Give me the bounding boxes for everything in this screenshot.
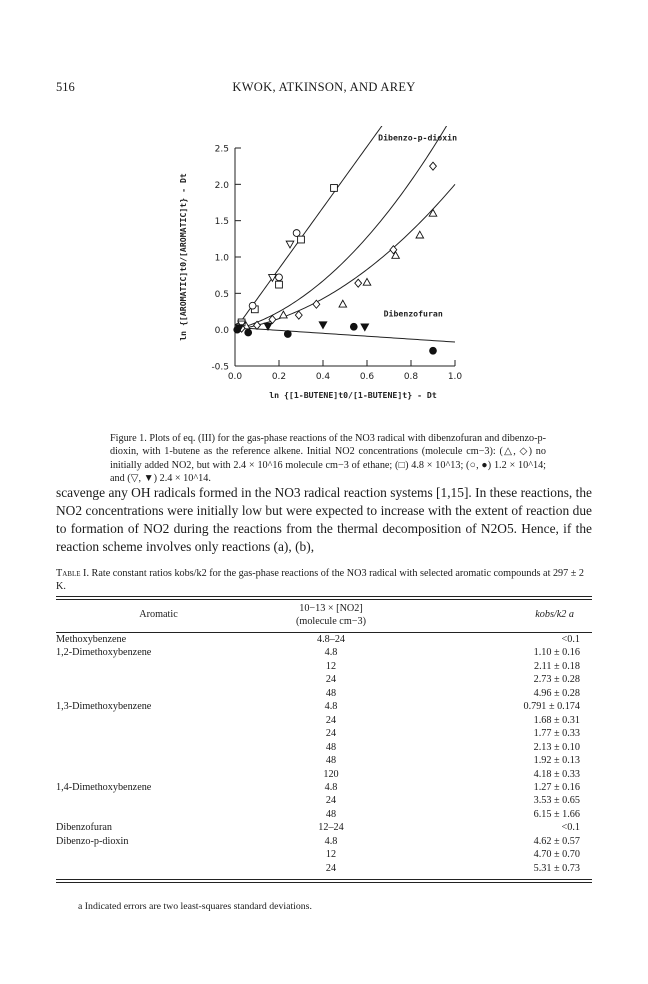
- table-label: Table I.: [56, 568, 89, 579]
- fit-curve: [235, 118, 458, 330]
- y-tick-label: 1.0: [214, 253, 229, 264]
- table-row: [56, 700, 592, 713]
- cell-no2: 12: [325, 660, 337, 672]
- cell-no2: 24: [325, 862, 337, 874]
- cell-kobs: 1.27 ± 0.16: [533, 781, 580, 793]
- data-point-square: [276, 281, 283, 288]
- cell-kobs: 1.10 ± 0.16: [533, 647, 580, 659]
- table-row: [56, 794, 592, 807]
- header-no2: [261, 600, 401, 632]
- figure-caption: Figure 1. Plots of eq. (III) for the gas-phase reactions of the NO3 radical with dibenzofuran and dibenzo-p-dioxin, with 1-butene as the reference alkene. Initial NO2 concentrations (molecule cm−3): (△, ◇) no initially added NO2, but with 2.4 × 10^16 molecule cm−3 of ethane; (□) 4.8 × 10^13; (○, ●) 1.2 × 10^14; and (▽, ▼) 2.4 × 10^14.: [110, 433, 546, 485]
- table-row: [56, 835, 592, 848]
- y-tick-label: -0.5: [211, 362, 229, 373]
- data-point-circle: [293, 230, 300, 237]
- data-point-diamond: [254, 321, 261, 329]
- cell-kobs: 4.62 ± 0.57: [533, 835, 580, 847]
- cell-no2: 24: [325, 714, 337, 726]
- data-point-square: [331, 185, 338, 192]
- cell-no2: 48: [325, 808, 337, 820]
- rate-constant-table: [56, 596, 592, 883]
- cell-aromatic: 1,4-Dimethoxybenzene: [56, 781, 152, 793]
- cell-no2: 120: [323, 768, 339, 780]
- data-point-circle: [245, 329, 252, 336]
- data-point-triangle-up: [339, 300, 347, 307]
- data-point-circle: [430, 347, 437, 354]
- table-caption-text: Rate constant ratios kobs/k2 for the gas-phase reactions of the NO3 radical with selected aromatic compounds at 297 ± 2 K.: [56, 568, 585, 593]
- cell-kobs: <0.1: [561, 822, 580, 834]
- x-tick-label: 1.0: [447, 372, 463, 382]
- cell-aromatic: [56, 673, 261, 686]
- x-tick-label: 0.4: [315, 372, 331, 382]
- cell-aromatic: [56, 741, 261, 754]
- cell-aromatic: Dibenzo-p-dioxin: [56, 835, 129, 847]
- y-tick-label: 0.5: [214, 289, 229, 300]
- table-row: [56, 687, 592, 700]
- fit-curve: [235, 118, 458, 330]
- cell-aromatic: Dibenzofuran: [56, 822, 113, 834]
- body-paragraph: scavenge any OH radicals formed in the NO3 radical reaction systems [1,15]. In these reactions, the NO2 concentrations were initially low but were expected to increase with the extent of reaction due to formation of NO2 during the reactions from the thermal decomposition of N2O5. Hence, if the reaction scheme involves only reactions (a), (b),: [56, 485, 592, 554]
- cell-aromatic: 1,3-Dimethoxybenzene: [56, 701, 152, 713]
- table-row: [56, 862, 592, 875]
- data-point-triangle-down: [269, 275, 277, 282]
- cell-aromatic: [56, 714, 261, 727]
- cell-no2: 24: [325, 674, 337, 686]
- table-footnote: a Indicated errors are two least-squares standard deviations.: [78, 901, 312, 912]
- cell-no2: 4.8–24: [316, 634, 345, 645]
- cell-kobs: 6.15 ± 1.66: [533, 808, 580, 820]
- data-point-triangle-up: [363, 278, 371, 285]
- x-tick-label: 0.2: [271, 372, 287, 382]
- cell-kobs: 1.77 ± 0.33: [533, 728, 580, 740]
- y-tick-label: 1.5: [214, 217, 229, 228]
- data-point-circle: [350, 323, 357, 330]
- table-row: [56, 781, 592, 794]
- table-row: [56, 673, 592, 686]
- cell-no2: 48: [325, 755, 337, 767]
- data-point-triangle-up: [416, 231, 424, 238]
- table-row: [56, 741, 592, 754]
- x-tick-label: 0.0: [227, 372, 243, 382]
- figure-1-chart: [170, 118, 490, 423]
- cell-aromatic: [56, 794, 261, 807]
- cell-kobs: 5.31 ± 0.73: [533, 862, 580, 874]
- cell-no2: 48: [325, 687, 337, 699]
- table-body: [56, 633, 592, 875]
- header-no2-line1: 10−13 × [NO2]: [299, 603, 363, 614]
- table-row: [56, 714, 592, 727]
- table-row: [56, 633, 592, 646]
- data-point-diamond: [295, 311, 302, 319]
- chart-annotation: Dibenzo-p-dioxin: [378, 132, 458, 143]
- table-row: [56, 646, 592, 659]
- data-point-diamond: [430, 162, 437, 170]
- data-point-triangle-up: [429, 209, 437, 216]
- cell-no2: 4.8: [324, 647, 338, 659]
- cell-no2: 24: [325, 728, 337, 740]
- cell-kobs: 3.53 ± 0.65: [533, 795, 580, 807]
- header-kobs: kobs/k2 a: [535, 609, 574, 621]
- page-number: 516: [56, 80, 75, 94]
- data-point-square: [298, 236, 305, 243]
- data-point-triangle-down: [286, 241, 294, 248]
- cell-no2: 12–24: [318, 822, 344, 834]
- cell-kobs: 2.11 ± 0.18: [534, 660, 580, 672]
- cell-aromatic: [56, 660, 261, 673]
- data-point-circle: [276, 274, 283, 281]
- table-row: [56, 768, 592, 781]
- cell-kobs: 4.18 ± 0.33: [533, 768, 580, 780]
- cell-no2: 12: [325, 849, 337, 861]
- data-point-circle: [249, 302, 256, 309]
- data-point-triangle-down: [319, 322, 327, 329]
- table-row: [56, 848, 592, 861]
- cell-kobs: 1.68 ± 0.31: [533, 714, 580, 726]
- cell-aromatic: [56, 727, 261, 740]
- table-row: [56, 821, 592, 834]
- cell-kobs: 1.92 ± 0.13: [533, 755, 580, 767]
- cell-kobs: 4.96 ± 0.28: [533, 687, 580, 699]
- table-row: [56, 660, 592, 673]
- data-point-circle: [284, 331, 291, 338]
- header-no2-line2: (molecule cm−3): [296, 615, 366, 627]
- cell-aromatic: [56, 808, 261, 821]
- y-tick-label: 0.0: [214, 326, 229, 337]
- cell-kobs: 4.70 ± 0.70: [533, 849, 580, 861]
- cell-kobs: 2.13 ± 0.10: [533, 741, 580, 753]
- chart-annotation: Dibenzofuran: [383, 308, 443, 319]
- y-tick-label: 2.0: [214, 180, 229, 191]
- data-point-triangle-up: [280, 311, 288, 318]
- data-point-diamond: [355, 279, 362, 287]
- y-axis-label: ln {[AROMATIC]t0/[AROMATIC]t} - Dt: [178, 173, 188, 341]
- cell-aromatic: [56, 768, 261, 781]
- x-tick-label: 0.8: [403, 372, 419, 382]
- cell-kobs: 2.73 ± 0.28: [533, 674, 580, 686]
- cell-aromatic: [56, 754, 261, 767]
- header-aromatic: Aromatic: [139, 609, 178, 621]
- x-axis-label: ln {[1-BUTENE]t0/[1-BUTENE]t} - Dt: [269, 390, 437, 400]
- running-title: KWOK, ATKINSON, AND AREY: [232, 80, 416, 94]
- cell-aromatic: [56, 687, 261, 700]
- cell-no2: 4.8: [324, 701, 338, 713]
- table-row: [56, 808, 592, 821]
- cell-kobs: <0.1: [561, 634, 580, 645]
- cell-no2: 48: [325, 741, 337, 753]
- cell-no2: 24: [325, 795, 337, 807]
- running-header: [56, 80, 592, 96]
- table-row: [56, 727, 592, 740]
- cell-no2: 4.8: [324, 781, 338, 793]
- cell-aromatic: [56, 848, 261, 861]
- cell-no2: 4.8: [324, 835, 338, 847]
- table-bottom-rule: [56, 879, 592, 883]
- cell-kobs: 0.791 ± 0.174: [523, 701, 580, 713]
- y-tick-label: 2.5: [214, 144, 229, 155]
- table-caption: [56, 567, 592, 594]
- data-point-triangle-down: [361, 324, 369, 331]
- cell-aromatic: [56, 862, 261, 875]
- cell-aromatic: 1,2-Dimethoxybenzene: [56, 647, 152, 659]
- table-header-row: [56, 600, 592, 632]
- x-tick-label: 0.6: [359, 372, 375, 382]
- table-row: [56, 754, 592, 767]
- cell-aromatic: Methoxybenzene: [56, 634, 127, 645]
